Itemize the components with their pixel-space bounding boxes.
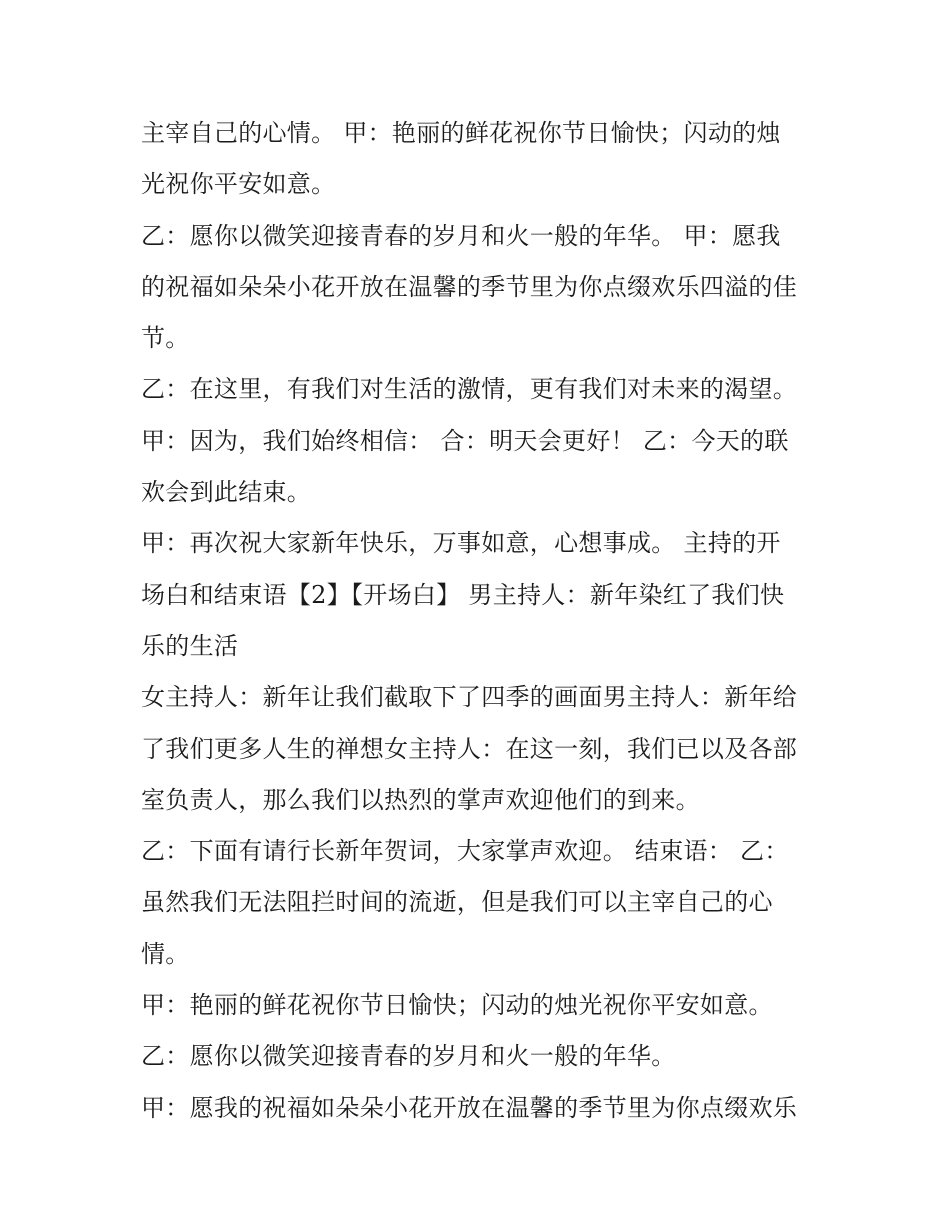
text-line: 甲：因为，我们始终相信： 合：明天会更好！ 乙：今天的联: [141, 426, 789, 455]
text-line: 了我们更多人生的禅想女主持人：在这一刻，我们已以及各部: [141, 734, 798, 763]
text-line: 乙：下面有请行长新年贺词，大家掌声欢迎。 结束语： 乙：: [141, 837, 789, 866]
text-line: 乐的生活: [141, 631, 239, 660]
text-line: 场白和结束语【2】【开场白】 男主持人：新年染红了我们快: [141, 580, 785, 609]
text-line: 乙：在这里，有我们对生活的激情，更有我们对未来的渴望。: [141, 375, 798, 404]
text-line: 乙：愿你以微笑迎接青春的岁月和火一般的年华。 甲：愿我: [141, 221, 781, 250]
text-line: 情。: [141, 939, 190, 968]
text-line: 室负责人，那么我们以热烈的掌声欢迎他们的到来。: [141, 785, 700, 814]
text-line: 女主持人：新年让我们截取下了四季的画面男主持人：新年给: [141, 683, 798, 712]
text-line: 节。: [141, 324, 190, 353]
text-line: 光祝你平安如意。: [141, 170, 336, 199]
text-line: 的祝福如朵朵小花开放在温馨的季节里为你点缀欢乐四溢的佳: [141, 272, 798, 301]
text-line: 甲：艳丽的鲜花祝你节日愉快；闪动的烛光祝你平安如意。: [141, 991, 773, 1020]
text-line: 甲：愿我的祝福如朵朵小花开放在温馨的季节里为你点缀欢乐: [141, 1093, 798, 1122]
text-line: 甲：再次祝大家新年快乐，万事如意，心想事成。 主持的开: [141, 529, 781, 558]
text-line: 主宰自己的心情。 甲：艳丽的鲜花祝你节日愉快；闪动的烛: [141, 119, 781, 147]
text-line: 乙：愿你以微笑迎接青春的岁月和火一般的年华。: [141, 1042, 676, 1071]
text-line: 欢会到此结束。: [141, 478, 312, 507]
text-line: 虽然我们无法阻拦时间的流逝，但是我们可以主宰自己的心: [141, 888, 773, 917]
document-body: [141, 108, 821, 1134]
